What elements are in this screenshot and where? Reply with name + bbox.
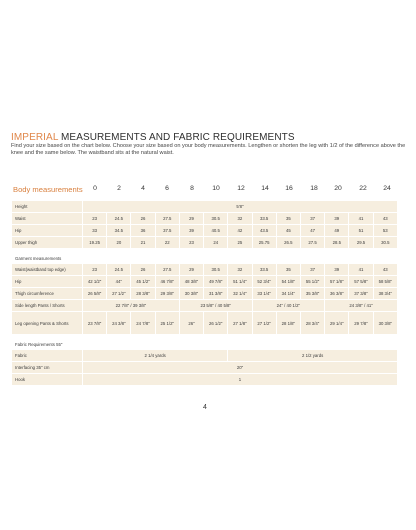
table-cell: 25.75 <box>253 237 276 248</box>
table-cell: 33 <box>83 225 106 236</box>
size-label: 8 <box>190 185 194 192</box>
table-row <box>12 350 397 361</box>
table-cell: 24 3/8" / 41" <box>325 300 397 311</box>
table-row <box>12 237 397 248</box>
table-cell <box>12 335 397 339</box>
size-label: 14 <box>261 185 269 192</box>
size-label: 4 <box>141 185 145 192</box>
table-cell: 49 <box>325 225 348 236</box>
table-cell: 39 <box>325 213 348 224</box>
row-label: Upper thigh <box>12 237 82 248</box>
table-row <box>12 288 397 299</box>
size-label: 20 <box>334 185 342 192</box>
table-cell: 46 7/8" <box>156 276 179 287</box>
table-cell: 26.5 <box>277 237 300 248</box>
row-label: Hip <box>12 225 82 236</box>
table-cell: 42 <box>228 225 251 236</box>
table-cell: 43 <box>374 213 397 224</box>
table-cell: 43 <box>374 264 397 275</box>
size-label: 24 <box>383 185 391 192</box>
table-cell: 30.5 <box>204 213 227 224</box>
table-row <box>12 225 397 236</box>
table-cell: 27 1/8" <box>228 312 251 334</box>
table-cell: 34.5 <box>107 225 130 236</box>
table-cell: 26 <box>131 213 154 224</box>
row-label: Garment measurements <box>12 254 397 263</box>
table-cell: 27.5 <box>156 264 179 275</box>
table-row <box>12 201 397 212</box>
table-cell: 25 1/2" <box>156 312 179 334</box>
table-row <box>12 249 397 253</box>
page-number: 4 <box>203 404 207 411</box>
table-row <box>12 335 397 339</box>
table-cell: 24" / 40 1/2" <box>253 300 325 311</box>
table-cell: 24.5 <box>107 213 130 224</box>
table-cell: 32 <box>228 213 251 224</box>
measurement-table <box>11 200 398 386</box>
table-cell: 22 7/8" / 39 3/8" <box>83 300 179 311</box>
table-cell: 19.25 <box>83 237 106 248</box>
table-cell: 28.5 <box>325 237 348 248</box>
table-cell: 27.5 <box>301 237 324 248</box>
table-cell: 38 3/4" <box>374 288 397 299</box>
table-cell: 36 3/8" <box>325 288 348 299</box>
row-label: Fabric <box>12 350 82 361</box>
table-cell: 1 <box>83 374 397 385</box>
table-cell: 26 5/8" <box>83 288 106 299</box>
table-cell: 28 3/4" <box>301 312 324 334</box>
table-cell: 27 1/2" <box>253 312 276 334</box>
table-cell: 26" <box>180 312 203 334</box>
table-cell: 45 <box>277 225 300 236</box>
table-cell: 45 1/2" <box>131 276 154 287</box>
table-cell: 32 1/4" <box>228 288 251 299</box>
table-cell: 33.5 <box>253 213 276 224</box>
intro-text: Find your size based on the chart below. Choose your size based on your body measurements. Lengthen or shorten the leg with 1/2 of the difference above the knee and the same below. The waistband sits at the natural waist. <box>11 143 406 157</box>
size-label: 0 <box>93 185 97 192</box>
table-cell: 2 1/4 yards <box>83 350 227 361</box>
row-label: Waist(waistband top edge) <box>12 264 82 275</box>
title-accent: IMPERIAL <box>11 132 59 143</box>
table-cell: 23 <box>83 264 106 275</box>
body-measurements-label: Body measurements <box>13 185 83 194</box>
table-cell: 24 7/8" <box>131 312 154 334</box>
table-row <box>12 362 397 373</box>
table-cell: 5'8" <box>83 201 397 212</box>
table-cell: 35 <box>277 213 300 224</box>
table-cell: 34 1/4" <box>277 288 300 299</box>
table-cell: 24 3/8" <box>107 312 130 334</box>
title-rest: MEASUREMENTS AND FABRIC REQUIREMENTS <box>58 132 295 143</box>
table-cell: 29 <box>180 264 203 275</box>
table-cell: 31 3/8" <box>204 288 227 299</box>
table-row <box>12 340 397 349</box>
row-label: Height <box>12 201 82 212</box>
table-cell: 37 3/8" <box>349 288 372 299</box>
row-label: Fabric Requirements 55" <box>12 340 397 349</box>
table-cell: 25 <box>228 237 251 248</box>
table-cell: 28 3/8" <box>131 288 154 299</box>
row-label: Interfacing 35" cm <box>12 362 82 373</box>
table-cell: 43.5 <box>253 225 276 236</box>
table-cell: 52 3/4" <box>253 276 276 287</box>
table-cell: 37 <box>301 213 324 224</box>
table-cell: 53 <box>374 225 397 236</box>
table-cell: 57 1/8" <box>325 276 348 287</box>
size-label: 6 <box>165 185 169 192</box>
table-cell: 36 <box>131 225 154 236</box>
table-row <box>12 264 397 275</box>
row-label: Leg opening Pants & Shorts <box>12 312 82 334</box>
table-cell: 20" <box>83 362 397 373</box>
table-cell: 37.5 <box>156 225 179 236</box>
table-cell: 41 <box>349 264 372 275</box>
size-label: 22 <box>359 185 367 192</box>
table-cell <box>12 249 397 253</box>
table-cell: 37 <box>301 264 324 275</box>
table-row <box>12 276 397 287</box>
size-label: 18 <box>310 185 318 192</box>
table-cell: 40.5 <box>204 225 227 236</box>
table-cell: 39 <box>180 225 203 236</box>
table-cell: 23 <box>83 213 106 224</box>
table-cell: 39 <box>325 264 348 275</box>
table-cell: 54 1/8" <box>277 276 300 287</box>
row-label: Side length Pants / Shorts <box>12 300 82 311</box>
table-cell: 21 <box>131 237 154 248</box>
size-label: 2 <box>117 185 121 192</box>
table-cell: 32 <box>228 264 251 275</box>
row-label: Waist <box>12 213 82 224</box>
table-cell: 33 1/4" <box>253 288 276 299</box>
table-cell: 2 1/2 yards <box>228 350 397 361</box>
table-cell: 26 1/2" <box>204 312 227 334</box>
size-header <box>11 185 398 197</box>
page-title <box>11 132 295 143</box>
table-cell: 23 5/8" / 40 5/8" <box>180 300 252 311</box>
table-row <box>12 254 397 263</box>
table-cell: 30 3/8" <box>180 288 203 299</box>
table-cell: 48 3/8" <box>180 276 203 287</box>
table-cell: 29 3/8" <box>156 288 179 299</box>
table-cell: 47 <box>301 225 324 236</box>
table-cell: 58 5/8" <box>374 276 397 287</box>
size-label: 10 <box>212 185 220 192</box>
table-cell: 28 1/8" <box>277 312 300 334</box>
table-cell: 51 1/4" <box>228 276 251 287</box>
table-cell: 23 7/8" <box>83 312 106 334</box>
table-row <box>12 374 397 385</box>
table-row <box>12 312 397 334</box>
table-cell: 30.5 <box>204 264 227 275</box>
table-cell: 29 <box>180 213 203 224</box>
size-label: 16 <box>285 185 293 192</box>
table-cell: 49 7/8" <box>204 276 227 287</box>
table-cell: 35 <box>277 264 300 275</box>
table-row <box>12 300 397 311</box>
table-cell: 42 1/2" <box>83 276 106 287</box>
table-cell: 55 1/2" <box>301 276 324 287</box>
table-cell: 51 <box>349 225 372 236</box>
row-label: Hook <box>12 374 82 385</box>
table-cell: 29 7/8" <box>349 312 372 334</box>
table-cell: 24 <box>204 237 227 248</box>
table-cell: 27 1/2" <box>107 288 130 299</box>
table-cell: 30 3/8" <box>374 312 397 334</box>
table-cell: 29 1/4" <box>325 312 348 334</box>
table-cell: 30.5 <box>374 237 397 248</box>
table-cell: 27.5 <box>156 213 179 224</box>
table-cell: 29.5 <box>349 237 372 248</box>
table-cell: 57 5/8" <box>349 276 372 287</box>
table-cell: 23 <box>180 237 203 248</box>
size-label: 12 <box>237 185 245 192</box>
table-cell: 33.5 <box>253 264 276 275</box>
table-cell: 26 <box>131 264 154 275</box>
table-cell: 20 <box>107 237 130 248</box>
table-row <box>12 213 397 224</box>
table-cell: 24.5 <box>107 264 130 275</box>
table-cell: 35 3/8" <box>301 288 324 299</box>
table-cell: 22 <box>156 237 179 248</box>
row-label: Hip <box>12 276 82 287</box>
table-cell: 41 <box>349 213 372 224</box>
row-label: Thigh circumference <box>12 288 82 299</box>
table-cell: 44" <box>107 276 130 287</box>
